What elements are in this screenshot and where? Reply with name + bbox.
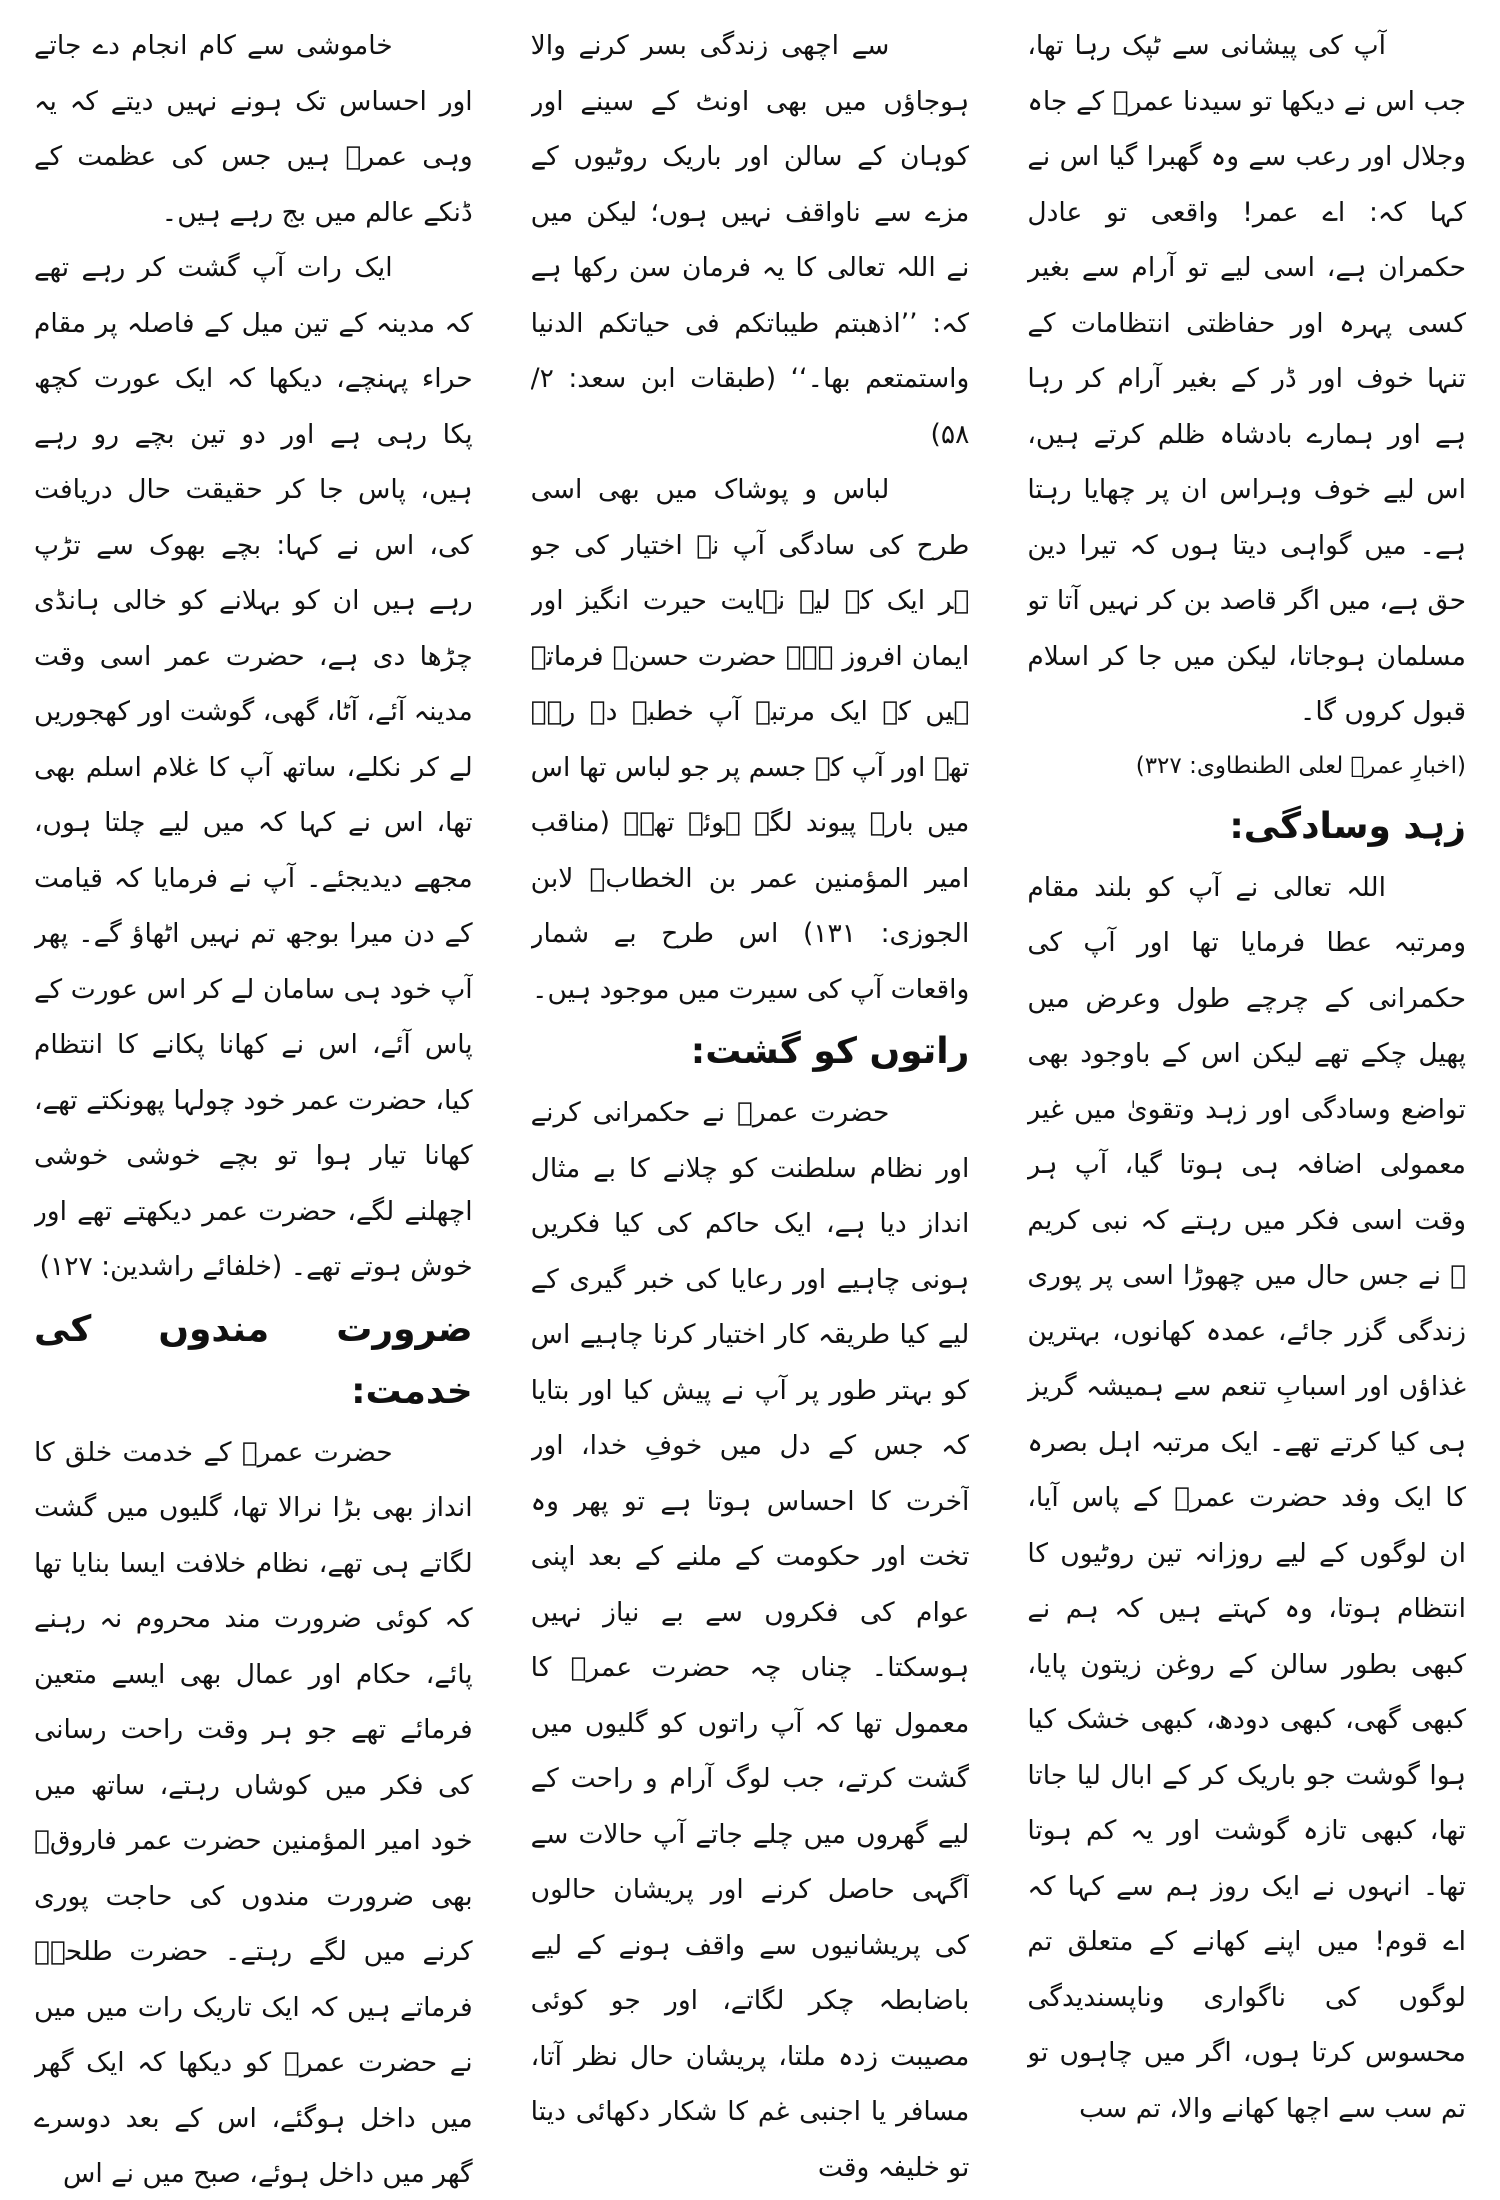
column-middle (531, 18, 970, 2190)
paragraph: ایک رات آپ گشت کر رہے تھے کہ مدینہ کے تین میل کے فاصلہ پر مقام حراء پہنچے، دیکھا کہ ایک عورت کچھ پکا رہی ہے اور دو تین بچے رو رہے ہیں، پاس جا کر حقیقت حال دریافت کی، اس نے کہا: بچے بھوک سے تڑپ رہے ہیں ان کو بہلانے کو خالی ہانڈی چڑھا دی ہے، حضرت عمر اسی وقت مدینہ آئے، آٹا، گھی، گوشت اور کھجوریں لے کر نکلے، ساتھ آپ کا غلام اسلم بھی تھا، اس نے کہا کہ میں لیے چلتا ہوں، مجھے دیدیجئے۔ آپ نے فرمایا کہ قیامت کے دن میرا بوجھ تم نہیں اٹھاؤ گے۔ پھر آپ خود ہی سامان لے کر اس عورت کے پاس آئے، اس نے کھانا پکانے کا انتظام کیا، حضرت عمر خود چولہا پھونکتے تھے، کھانا تیار ہوا تو بچے خوشی خوشی اچھلنے لگے، حضرت عمر دیکھتے تھے اور خوش ہوتے تھے۔ (خلفائے راشدین: ۱۲۷) (33, 252, 473, 1282)
paragraph: آپ کی پیشانی سے ٹپک رہا تھا، جب اس نے دیکھا تو سیدنا عمرؓ کے جاہ وجلال اور رعب سے وہ گھبرا گیا اس نے کہا کہ: اے عمر! واقعی تو عادل حکمران ہے، اسی لیے تو آرام سے بغیر کسی پہرہ اور حفاظتی انتظامات کے تنہا خوف اور ڈر کے بغیر آرام کر رہا ہے اور ہمارے بادشاہ ظلم کرتے ہیں، اس لیے خوف وہراس ان پر چھایا رہتا ہے۔ میں گواہی دیتا ہوں کہ تیرا دین حق ہے، میں اگر قاصد بن کر نہیں آتا تو مسلمان ہوجاتا، لیکن میں جا کر اسلام قبول کروں گا۔ (1027, 30, 1466, 727)
column-left (34, 18, 473, 2190)
citation: (اخبارِ عمرؓ لعلی الطنطاوی: ۳۲۷) (1135, 752, 1466, 779)
section-heading: راتوں کو گشت: (690, 1031, 970, 1072)
paragraph: لباس و پوشاک میں بھی اسی طرح کی سادگی آپ نے اختیار کی جو ہر ایک کے لیے نہایت حیرت انگیز اور ایمان افروز ہے۔ حضرت حسنؓ فرماتے ہیں کہ ایک مرتبہ آپ خطبہ دے رہے تھے اور آپ کے جسم پر جو لباس تھا اس میں بارہ پیوند لگے ہوئے تھے۔ (مناقب امیر المؤمنین عمر بن الخطابؓ لابن الجوزی: ۱۳۱) اس طرح بے شمار واقعات آپ کی سیرت میں موجود ہیں۔ (530, 474, 970, 1005)
paragraph: اللہ تعالی نے آپ کو بلند مقام ومرتبہ عطا فرمایا تھا اور آپ کی حکمرانی کے چرچے طول وعرض میں پھیل چکے تھے لیکن اس کے باوجود بھی تواضع وسادگی اور زہد وتقویٰ میں غیر معمولی اضافہ ہی ہوتا گیا، آپ ہر وقت اسی فکر میں رہتے کہ نبی کریم ﷺ نے جس حال میں چھوڑا اسی پر پوری زندگی گزر جائے، عمدہ کھانوں، بہترین غذاؤں اور اسبابِ تنعم سے ہمیشہ گریز ہی کیا کرتے تھے۔ ایک مرتبہ اہل بصرہ کا ایک وفد حضرت عمرؓ کے پاس آیا، ان لوگوں کے لیے روزانہ تین روٹیوں کا انتظام ہوتا، وہ کہتے ہیں کہ ہم نے کبھی بطور سالن کے روغن زیتون پایا، کبھی گھی، کبھی دودھ، کبھی خشک کیا ہوا گوشت جو باریک کر کے ابال لیا جاتا تھا، کبھی تازہ گوشت اور یہ کم ہوتا تھا۔ انہوں نے ایک روز ہم سے کہا کہ اے قوم! میں اپنے کھانے کے متعلق تم لوگوں کی ناگواری وناپسندیدگی محسوس کرتا ہوں، اگر میں چاہوں تو تم سب سے اچھا کھانے والا، تم سب (1027, 871, 1466, 2124)
paragraph: سے اچھی زندگی بسر کرنے والا ہوجاؤں میں بھی اونٹ کے سینے اور کوہان کے سالن اور باریک روٹیوں کے مزے سے ناواقف نہیں ہوں؛ لیکن میں نے اللہ تعالی کا یہ فرمان سن رکھا ہے کہ: ’’اذھبتم طیباتکم فی حیاتکم الدنیا واستمتعم بھا۔‘‘ (طبقات ابن سعد: ۲/ ۵۸) (530, 30, 970, 450)
section-heading: ضرورت مندوں کی خدمت: (33, 1308, 473, 1412)
column-right (1027, 18, 1466, 2190)
paragraph: خاموشی سے کام انجام دے جاتے اور احساس تک ہونے نہیں دیتے کہ یہ وہی عمرؓ ہیں جس کی عظمت کے ڈنکے عالم میں بج رہے ہیں۔ (33, 30, 473, 228)
section-heading: زہد وسادگی: (1229, 805, 1466, 847)
paragraph: حضرت عمرؓ کے خدمت خلق کا انداز بھی بڑا نرالا تھا، گلیوں میں گشت لگاتے ہی تھے، نظام خلافت ایسا بنایا تھا کہ کوئی ضرورت مند محروم نہ رہنے پائے، حکام اور عمال بھی ایسے متعین فرمائے تھے جو ہر وقت راحت رسانی کی فکر میں کوشاں رہتے، ساتھ میں خود امیر المؤمنین حضرت عمر فاروقؓ بھی ضرورت مندوں کی حاجت پوری کرنے میں لگے رہتے۔ حضرت طلحہؓ فرماتے ہیں کہ ایک تاریک رات میں میں نے حضرت عمرؓ کو دیکھا کہ ایک گھر میں داخل ہوگئے، اس کے بعد دوسرے گھر میں داخل ہوئے، صبح میں نے اس (33, 1436, 473, 2189)
paragraph: حضرت عمرؓ نے حکمرانی کرنے اور نظام سلطنت کو چلانے کا بے مثال انداز دیا ہے، ایک حاکم کی کیا فکریں ہونی چاہیے اور رعایا کی خبر گیری کے لیے کیا طریقہ کار اختیار کرنا چاہیے اس کو بہتر طور پر آپ نے پیش کیا اور بتایا کہ جس کے دل میں خوفِ خدا، اور آخرت کا احساس ہوتا ہے تو پھر وہ تخت اور حکومت کے ملنے کے بعد اپنی عوام کی فکروں سے بے نیاز نہیں ہوسکتا۔ چناں چہ حضرت عمرؓ کا معمول تھا کہ آپ راتوں کو گلیوں میں گشت کرتے، جب لوگ آرام و راحت کے لیے گھروں میں چلے جاتے آپ حالات سے آگہی حاصل کرنے اور پریشان حالوں کی پریشانیوں سے واقف ہونے کے لیے باضابطہ چکر لگاتے، اور جو کوئی مصیبت زدہ ملتا، پریشان حال نظر آتا، مسافر یا اجنبی غم کا شکار دکھائی دیتا تو خلیفہ وقت (530, 1097, 970, 2183)
